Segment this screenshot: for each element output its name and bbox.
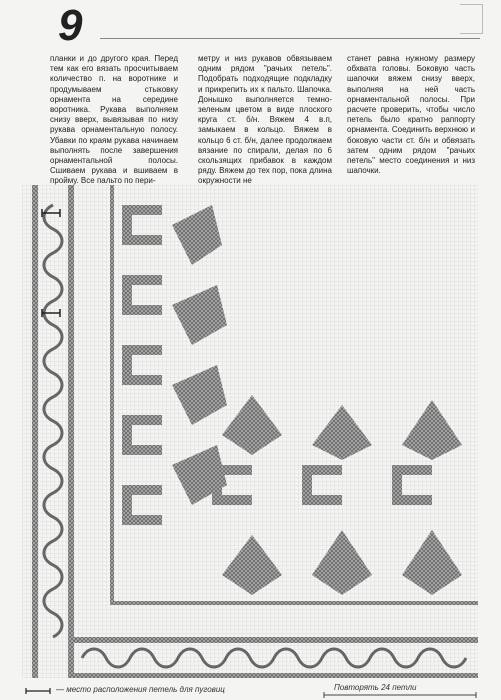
header-rule [100, 38, 480, 39]
footer [0, 680, 501, 700]
column-1-text: планки и до другого края. Перед тем как его вязать просчитываем количество п. на воротнике и продумываем стыковку орнамента на середине воротника. Рукава выполняем снизу вверх, вывязывая по низу рукава орнаментальную полосу. Убавки по краям рукава начинаем выполнять после завершения орнаментальной полосы. Сшиваем рукава и вшиваем в пройму. Все пальто по пери- [50, 54, 178, 186]
repeat-arrow [322, 692, 478, 698]
text-column-3 [347, 54, 475, 176]
column-3-text: станет равна нужному размеру обхвата головы. Боковую часть шапочки вяжем снизу вверх, выполняя на ней часть орнаментальной полосы. При расчете проверить, чтобы число петель было кратно раппорту орнамента. Соединить верхнюю и боковую части ст. б/н и обвязать затем одним рядом "рачьих петель" место соединения и низ шапочки. [347, 54, 475, 176]
buttonhole-legend-mark [25, 688, 51, 694]
motif-row [212, 395, 462, 595]
text-column-1 [50, 54, 178, 187]
legend-text: — место расположения петель для пуговиц [56, 685, 225, 694]
repeat-label: Повторять 24 петли [334, 683, 417, 692]
text-column-2 [198, 54, 332, 187]
corner-mark [460, 4, 483, 34]
crochet-chart [22, 185, 478, 678]
column-2-text: метру и низ рукавов обвязываем одним рядом "рачьих петель". Подобрать подходящие подкладку и прикрепить их к пальто. Шапочка. Донышко выполняется темно-зеленым цветом в виде плоского круга ст. б/н. Вяжем 4 в.п, замыкаем в кольцо. Вяжем в кольцо 6 ст. б/н, далее продолжаем вязание по спирали, делая по 6 скользящих прибавок в каждом ряду. Вяжем до тех пор, пока длина окружности не [198, 54, 332, 186]
page-number: 9 [58, 1, 83, 50]
